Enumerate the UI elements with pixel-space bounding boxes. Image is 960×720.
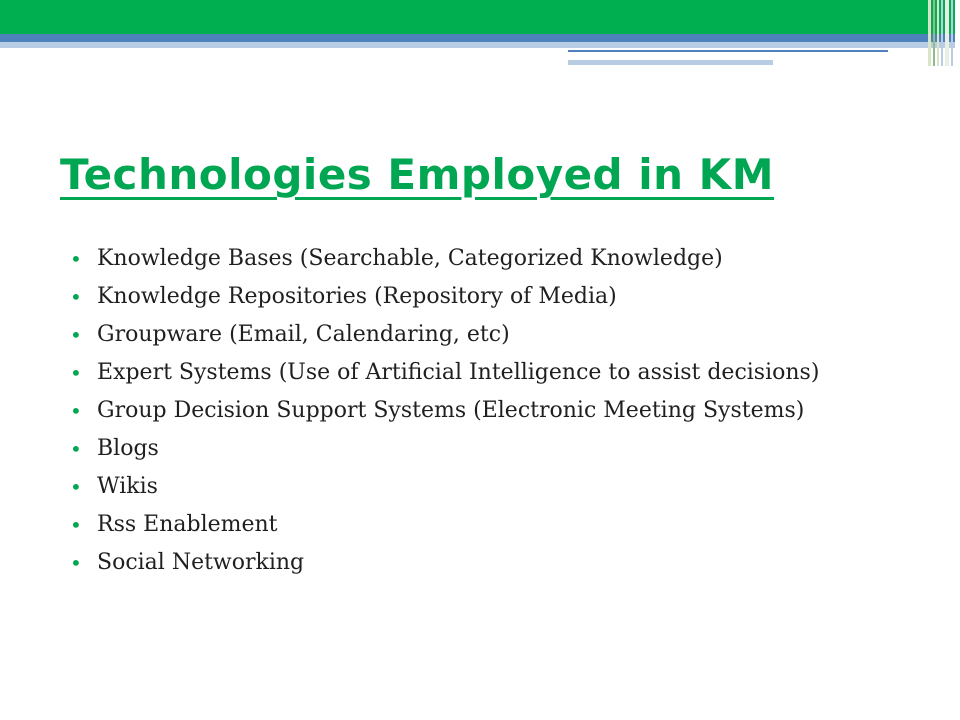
header-band-blue (0, 34, 960, 42)
header-accent-line (568, 50, 888, 52)
bullet-text: Expert Systems (Use of Artificial Intelligence to assist decisions) (97, 360, 820, 385)
bullet-dot-icon: • (70, 513, 82, 537)
header-band-green (0, 0, 960, 34)
bullet-list (70, 243, 830, 585)
bullet-item (70, 471, 830, 503)
bullet-dot-icon: • (70, 437, 82, 461)
bullet-text: Group Decision Support Systems (Electronic Meeting Systems) (97, 398, 805, 423)
bullet-item (70, 509, 830, 541)
bullet-item (70, 433, 830, 465)
bullet-item (70, 395, 830, 427)
bullet-text: Knowledge Bases (Searchable, Categorized Knowledge) (97, 246, 723, 271)
bullet-dot-icon: • (70, 361, 82, 385)
bullet-text: Groupware (Email, Calendaring, etc) (97, 322, 510, 347)
bullet-item (70, 281, 830, 313)
bullet-dot-icon: • (70, 247, 82, 271)
bullet-text: Rss Enablement (97, 512, 278, 537)
bullet-text: Social Networking (97, 550, 305, 575)
bullet-dot-icon: • (70, 551, 82, 575)
bullet-dot-icon: • (70, 285, 82, 309)
bullet-item (70, 319, 830, 351)
bullet-dot-icon: • (70, 399, 82, 423)
header-band-blue-light (0, 42, 960, 48)
bullet-text: Knowledge Repositories (Repository of Media) (97, 284, 617, 309)
bullet-dot-icon: • (70, 323, 82, 347)
bullet-text: Blogs (97, 436, 159, 461)
bullet-item (70, 547, 830, 579)
bullet-dot-icon: • (70, 475, 82, 499)
header-accent-line-light (568, 60, 773, 65)
bullet-item (70, 357, 830, 389)
bullet-text: Wikis (97, 474, 158, 499)
header-right-stripes (926, 0, 960, 66)
bullet-item (70, 243, 830, 275)
slide-title: Technologies Employed in KM (60, 150, 775, 199)
